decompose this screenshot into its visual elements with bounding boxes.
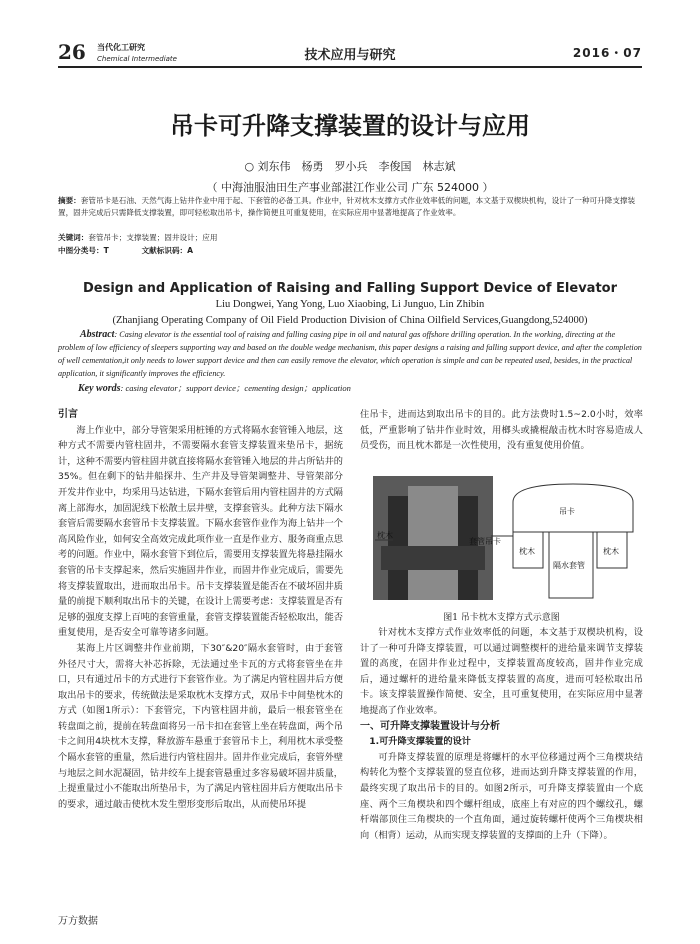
paragraph: 可升降支撑装置的原理是将螺杆的水平位移通过两个三角楔块结构转化为整个支撑装置的竖直位移，进而达到升降支撑装置的作用，最终实现了取出吊卡的目的。如图2所示，可升降支撑装置由一个底座、两个三角楔块和四个螺杆组成，底座上有对应的四个螺纹孔，螺杆端部顶住三角楔块的一个直角面，通过旋转螺杆使两个三角楔块相向（相背）运动，从而实现支撑装置的支撑面的上升（下降）。 xyxy=(360,751,643,841)
authors-en: Liu Dongwei, Yang Yong, Luo Xiaobing, Li Junguo, Lin Zhibin xyxy=(215,299,485,310)
figure-caption: 图1 吊卡枕木支撑方式示意图 xyxy=(443,613,560,623)
magazine-name-en: Chemical Intermediate xyxy=(97,55,177,63)
issue-date: 2016・07 xyxy=(572,46,642,60)
keywords-en xyxy=(78,382,351,394)
paragraph: 住吊卡，进而达到取出吊卡的目的。此方法费时1.5~2.0小时，效率低，严重影响了钻井作业时效，用榔头或撬棍敲击枕木时容易造成人员受伤，而且枕木都是一次性使用，没有重复使用价值。 xyxy=(360,409,643,452)
keywords-en-label: Key words xyxy=(78,383,121,394)
abstract-en-label: Abstract xyxy=(80,329,115,340)
paragraph: 海上作业中，部分导管架采用桩锤的方式将隔水套管锤入地层，这种方式不需要内管柱固井，不需要隔水套管支撑装置来垫吊卡，据统计，这种不需要内管柱固井就直接将隔水套管锤入地层的井占所钻井的35%。但在剩下的钻井船探井、生产井及导管架调整井、导管架部分开发井作业中，均采用马达钻进，下隔水套管后用内管柱固井的方式隔离上部海水，加固泥线下松散土层井壁，支撑套管头。此种方法下隔水套管后需要隔水套管吊卡支撑装置。下隔水套管作业作为海上钻井一个高风险作业，如何安全高效完成此项作业一直是作业方、服务商重点思考的问题。作业中，隔水套管下到位后，需要用支撑装置先将悬挂隔水套管的吊卡支撑起来，然后实施固井作业，而固井作业完成后，需要先将支撑装置取出，进而取出吊卡。吊卡支撑装置是能否在不破坏固井质量的前提下顺利取出吊卡的关键，在设计上需要考虑：支撑装置是否有足够的强度支撑上百吨的套管重量，套管支撑装置能否轻松取出，能否重复使用，是否安全可靠等诸多问题。 xyxy=(58,424,343,639)
classification xyxy=(58,245,642,257)
figure-1 xyxy=(373,476,641,600)
keywords-cn-text: 套管吊卡；支撑装置；固井设计；应用 xyxy=(88,233,218,242)
right-column-top xyxy=(360,407,643,454)
article-title-en: Design and Application of Raising and Falling Support Device of Elevator xyxy=(83,281,617,296)
keywords-en-text: : casing elevator；support device；cementing design；application xyxy=(120,383,351,393)
paragraph: 针对枕木支撑方式作业效率低的问题，本文基于双楔块机构，设计了一种可升降支撑装置，可以通过调整楔杆的进给量来调节支撑装置的高度，在固井作业过程中，支撑装置高度较高，固井作业完成后，通过螺杆的进给量来降低支撑装置的高度，进而可轻松取出吊卡。该支撑装置操作简便、安全，且可重复使用，在实际应用中显著地提高了作业效率。 xyxy=(360,627,643,716)
label-casing-elevator: 套管吊卡 xyxy=(469,537,501,546)
left-column xyxy=(58,407,343,812)
abstract-cn xyxy=(58,195,642,219)
section1-subheading: 1.可升降支撑装置的设计 xyxy=(369,736,471,748)
keywords-cn-label: 关键词： xyxy=(58,233,89,242)
label-riser-pipe: 隔水套管 xyxy=(553,561,585,570)
paragraph: 某海上片区调整井作业前期，下30″&20″隔水套管时，由于套管外径尺寸大，需将大补芯拆除，无法通过坐卡瓦的方式将套管坐在井口，只有通过吊卡的方式进行下套管作业。为了满足内管柱固井后方便取出吊卡的要求，传统做法是采取枕木支撑方式，双吊卡中间垫枕木的方式（如图1所示）：下套管完，下内管柱固井前，最后一根套管坐在转盘面之前，提前在转盘面将另一吊卡扣在套管上坐在转盘面，两个吊卡之间用4块枕木支撑，释放游车悬重于套管吊卡上，利用枕木承受整个隔水套管的重量，然后进行内管柱固井。固井作业完成后，套管外壁与地层之间水泥凝固，钻井绞车上提套管悬重过多容易破坏固井质量，上提重量过小不能取出所垫吊卡，为了满足内管柱固井后方便取出吊卡的要求，通过敲击使枕木发生塑形变形后取出，从而使吊环提 xyxy=(58,642,343,810)
doc-code-label: 文献标识码： xyxy=(141,246,188,255)
page-number: 26 xyxy=(58,40,86,64)
abstract-cn-text: 套管吊卡是石油、天然气海上钻井作业中用于起、下套管的必备工具。作业中，针对枕木支撑方式作业效率低的问题，本文基于双楔块机构，设计了一种可升降支撑装置，固井完成后只需降低支撑装置，即可轻松取出吊卡，操作简便且可重复使用，在实际应用中显著地提高了作业效率。 xyxy=(58,196,636,217)
doc-code-value: A xyxy=(187,246,194,255)
label-sleeper-1: 枕木 xyxy=(519,547,535,556)
abstract-cn-label: 摘要： xyxy=(58,196,81,205)
affiliation-en: (Zhanjiang Operating Company of Oil Field Production Division of China Oilfield Services,Guangdong,524000) xyxy=(112,315,588,326)
keywords-cn xyxy=(58,232,642,244)
right-column-bottom xyxy=(360,625,643,843)
intro-heading: 引言 xyxy=(58,409,78,420)
clc-value: T xyxy=(103,246,109,255)
affiliation-cn: （ 中海油服油田生产事业部湛江作业公司 广东 524000 ） xyxy=(206,181,494,194)
header-rule xyxy=(58,66,642,68)
section1-heading: 一、可升降支撑装置设计与分析 xyxy=(360,720,500,732)
magazine-name-cn: 当代化工研究 xyxy=(97,43,145,52)
label-sleeper-2: 枕木 xyxy=(603,547,619,556)
clc-label: 中图分类号： xyxy=(58,246,104,255)
label-sleeper-left: 枕木 xyxy=(377,531,393,540)
footer-watermark: 万方数据 xyxy=(58,916,98,927)
article-title-cn: 吊卡可升降支撑装置的设计与应用 xyxy=(170,112,530,140)
abstract-en-text: : Casing elevator is the essential tool of raising and falling casing pipe in oil and natural gas offshore drilling operation. In the working, directing at the problem of low efficiency of sleepers supporting way and based on the double wedge mechanism, this paper designs a raising and falling support device, and after the completion of well cementation,it only needs to lower support device and then can easily remove the elevator, which operation is simple and can be repeated used, besides, in the practical application, it significantly improves the efficiency. xyxy=(58,330,642,378)
photo-casing xyxy=(408,486,458,600)
photo-sleeper xyxy=(381,546,485,570)
section-title: 技术应用与研究 xyxy=(304,48,396,63)
label-elevator: 吊卡 xyxy=(559,507,575,516)
abstract-en xyxy=(58,328,642,380)
authors-cn: ○ 刘东伟 杨勇 罗小兵 李俊国 林志斌 xyxy=(244,160,456,173)
